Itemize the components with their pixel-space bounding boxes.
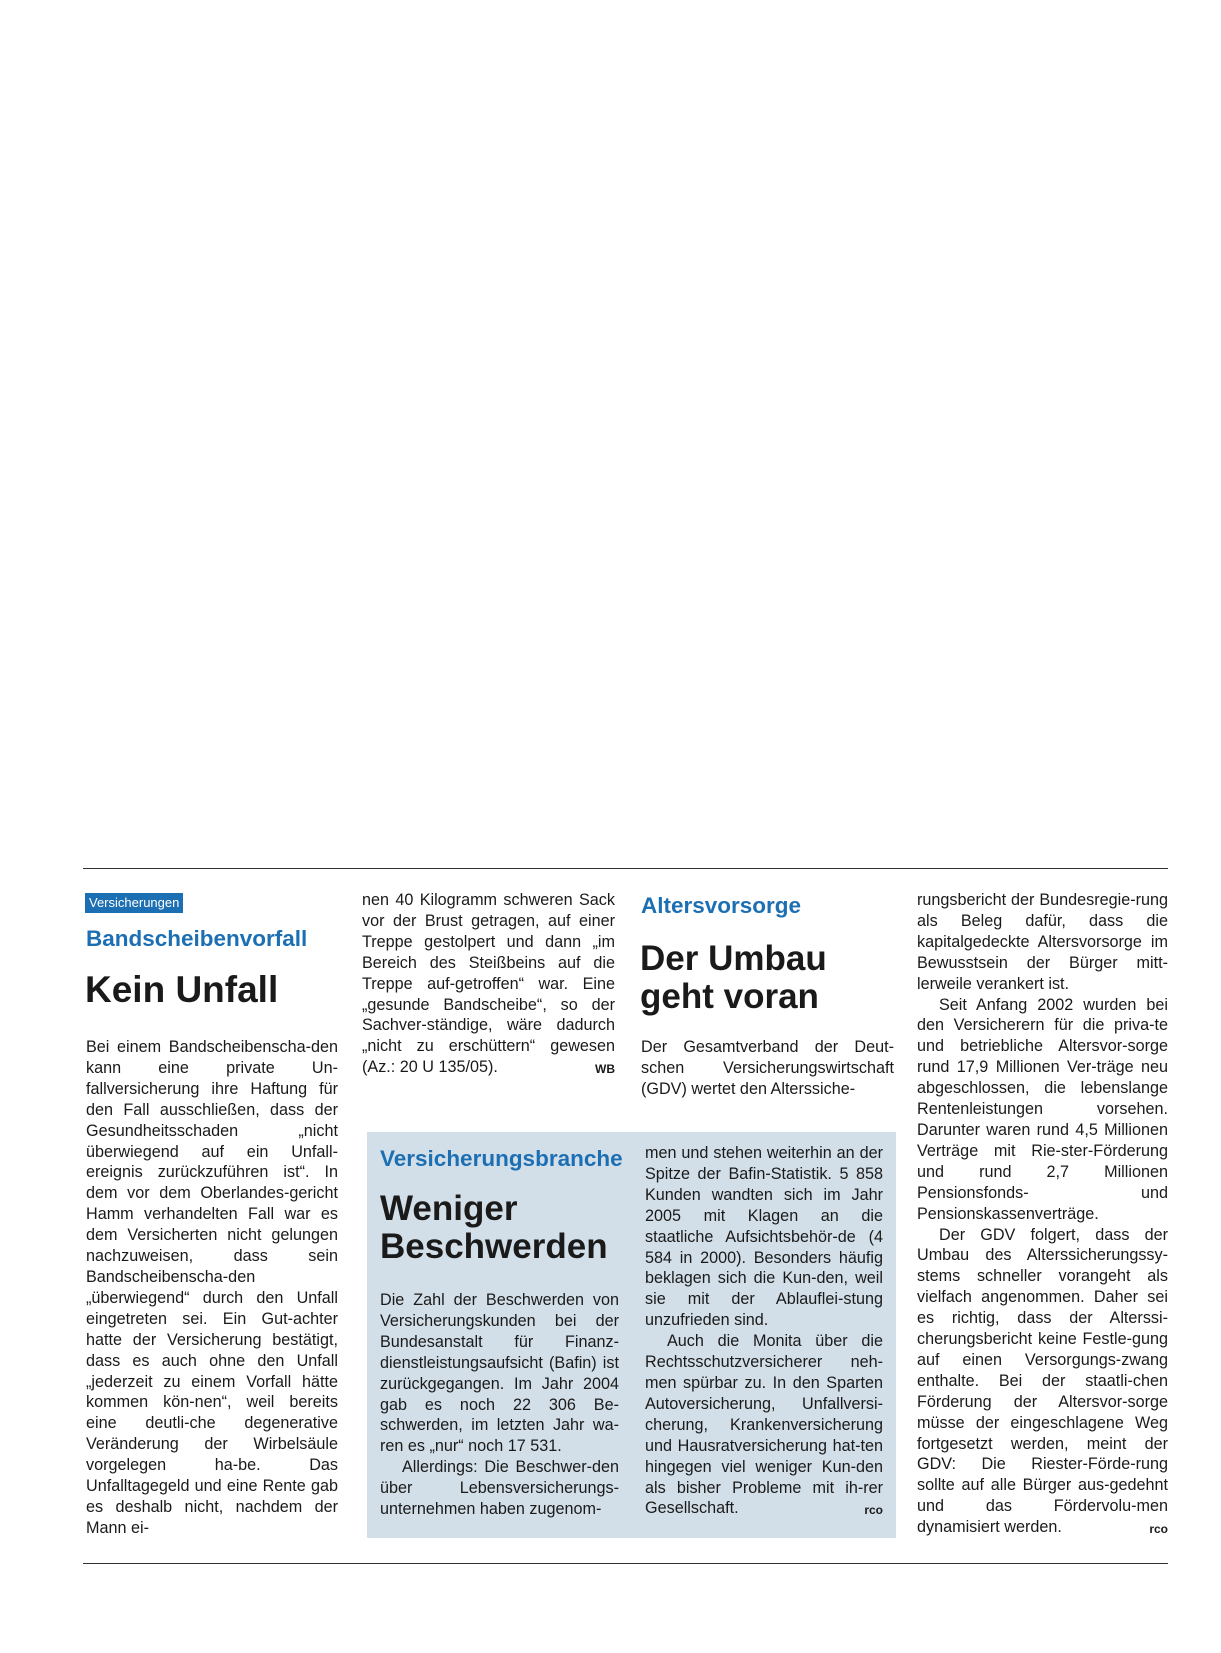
article2-paragraph-2: Allerdings: Die Beschwer-den über Lebensversicherungs-unternehmen haben zugenom- — [380, 1458, 619, 1519]
article3-kicker: Altersvorsorge — [641, 893, 802, 918]
article3-paragraph-3 — [917, 1225, 1168, 1539]
article2-headline — [380, 1190, 608, 1266]
article2-column-2 — [645, 1143, 883, 1521]
article2-paragraph-3: men und stehen weiterhin an der Spitze der Bafin-Statistik. 5 858 Kunden wandten sich im Jahr 2005 mit Klagen an die staatliche Aufsichtsbehör-de (4 584 in 2000). Besonders häufig beklagen sich die Kun-den, weil sie mit der Ablauflei-stung unzufrieden sind. — [645, 1144, 883, 1330]
article3-headline-line1: Der Umbau — [640, 939, 827, 978]
article1-body-text-2: nen 40 Kilogramm schweren Sack vor der Brust getragen, auf einer Treppe gestolpert und dann „im Bereich des Steißbeins auf die Treppe auf-getroffen“ war. Eine „gesunde Bandscheibe“, so der Sachver-ständige, wäre dadurch „nicht zu erschüttern“ gewesen (Az.: 20 U 135/05). — [362, 891, 615, 1077]
article2-paragraph-1: Die Zahl der Beschwerden von Versicherungskunden bei der Bundesanstalt für Finanz-dienstleistungsaufsicht (Bafin) ist zurückgegangen. Im Jahr 2004 gab es noch 22 306 Be-schwerden, im letzten Jahr wa-ren es „nur“ noch 17 531. — [380, 1291, 619, 1456]
article1-body-text: Bei einem Bandscheibenscha-den kann eine private Un-fallversicherung ihre Haftung für den Fall ausschließen, dass der Gesundheitsschaden „nicht überwiegend auf ein Unfall-ereignis zurückzuführen ist“. In dem vor dem Oberlandes-gericht Hamm verhandelten Fall war es dem Versicherten nicht gelungen nachzuweisen, dass sein Bandscheibenscha-den „überwiegend“ durch den Unfall eingetreten sei. Ein Gut-achter hatte der Versicherung bestätigt, dass es auch ohne den Unfall „jederzeit zu einem Vorfall hätte kommen kön-nen“, weil bereits eine deutli-che degenerative Veränderung der Wirbelsäule vorgelegen ha-be. Das Unfalltagegeld und eine Rente gab es deshalb nicht, nachdem der Mann ei- — [86, 1038, 338, 1537]
article2-headline-line2: Beschwerden — [380, 1227, 608, 1266]
article1-headline: Kein Unfall — [85, 969, 279, 1010]
article1-column-1 — [86, 1037, 338, 1539]
article3-headline — [640, 940, 827, 1016]
article2-signature: rco — [864, 1503, 883, 1518]
bottom-rule — [83, 1563, 1168, 1564]
article3-signature: rco — [1149, 1522, 1168, 1537]
top-rule — [83, 868, 1168, 869]
article3-headline-line2: geht voran — [640, 977, 819, 1016]
article3-paragraph-2: Seit Anfang 2002 wurden bei den Versicherern für die priva-te und betriebliche Altersvor-sorge rund 17,9 Millionen Ver-träge neu abgeschlossen, die lebenslange Rentenleistungen vorsehen. Darunter waren rund 4,5 Millionen Verträge mit Rie-ster-Förderung und rund 2,7 Millionen Pensionsfonds- und Pensionskassenverträge. — [917, 995, 1168, 1223]
article1-column-2 — [362, 890, 615, 1080]
article1-signature: WB — [595, 1062, 615, 1077]
article2-paragraph-4 — [645, 1331, 883, 1519]
article3-paragraph-3-text: Der GDV folgert, dass der Umbau des Alterssicherungssy-stems schneller vorangeht als vielfach angenommen. Daher sei es richtig, dass der Alterssi-cherungsbericht keine Festle-gung auf einen Versorgungs-zwang enthalte. Bei der staatli-chen Förderung der Altersvor-sorge müsse der eingeschlagene Weg fortgesetzt werden, meint der GDV: Die Riester-Förde-rung sollte auf alle Bürger aus-gedehnt und das Fördervolu-men dynamisiert werden. — [917, 1225, 1168, 1537]
article2-paragraph-4-text: Auch die Monita über die Rechtsschutzversicherer neh-men spürbar zu. In den Sparten Autoversicherung, Unfallversi-cherung, Krankenversicherung und Hausratversicherung hat-ten hingegen viel weniger Kun-den als bisher Probleme mit ih-rer Gesellschaft. — [645, 1332, 883, 1518]
article2-column-1 — [380, 1290, 619, 1520]
article2-kicker: Versicherungsbranche — [380, 1146, 623, 1171]
article1-body-text-continued — [362, 890, 615, 1078]
article3-paragraph-1: rungsbericht der Bundesregie-rung als Beleg dafür, dass die kapitalgedeckte Altersvorsorge im Bewusstsein der Bürger mitt-lerweile verankert ist. — [917, 891, 1168, 993]
article3-body-text: Der Gesamtverband der Deut-schen Versicherungswirtschaft (GDV) wertet den Alterssiche- — [641, 1038, 894, 1098]
article1-kicker: Bandscheibenvorfall — [86, 926, 308, 951]
section-tag: Versicherungen — [85, 893, 183, 913]
article2-headline-line1: Weniger — [380, 1189, 518, 1228]
article3-column-2 — [917, 890, 1168, 1540]
article3-column-1 — [641, 1037, 894, 1100]
